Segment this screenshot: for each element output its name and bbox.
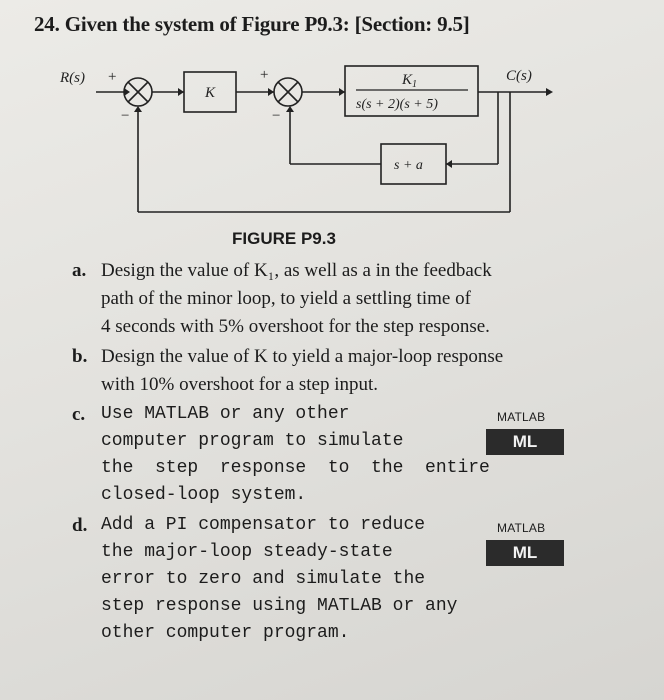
part-c-line: Use MATLAB or any other — [101, 404, 350, 424]
problem-heading: 24. Given the system of Figure P9.3: [Section: 9.5] — [34, 12, 470, 36]
input-label: R(s) — [60, 70, 85, 86]
part-b-line: with 10% overshoot for a step input. — [101, 374, 379, 395]
arrow-into-sum2 — [268, 88, 274, 96]
inner-minus-sign: − — [272, 108, 281, 124]
part-c-line: computer program to simulate — [101, 431, 404, 451]
part-a-line: Design the value of K₁, as well as a in the feedback — [101, 260, 492, 281]
part-b-line: Design the value of K to yield a major-loop response — [101, 346, 504, 367]
part-c-label: c. — [72, 404, 86, 425]
plant-denominator: s(s + 2)(s + 5) — [356, 97, 438, 112]
matlab-tag-d: MATLAB — [497, 521, 546, 535]
arrow-into-plant — [339, 88, 345, 96]
part-d-line: the major-loop steady-state — [101, 542, 393, 562]
ml-badge-d: ML — [486, 540, 564, 566]
arrow-output — [546, 88, 553, 96]
summing-junction-inner — [274, 78, 302, 106]
part-a-line: path of the minor loop, to yield a settling time of — [101, 288, 471, 309]
part-c-line: the step response to the entire — [101, 458, 490, 478]
part-a-line: 4 seconds with 5% overshoot for the step response. — [101, 316, 490, 337]
plant-numerator: $K_1$ — [402, 72, 418, 90]
feedback-block-label: s + a — [394, 158, 423, 173]
block-diagram — [0, 0, 664, 230]
arrow-minor-feedback — [286, 106, 294, 112]
part-c-line: closed-loop system. — [101, 485, 307, 505]
gain-block-label: K — [205, 85, 216, 101]
part-d-line: step response using MATLAB or any — [101, 596, 458, 616]
figure-caption: FIGURE P9.3 — [232, 229, 336, 248]
part-a-label: a. — [72, 260, 87, 281]
ml-badge-c: ML — [486, 429, 564, 455]
part-b-label: b. — [72, 346, 88, 367]
part-d-label: d. — [72, 515, 88, 536]
part-d-line: Add a PI compensator to reduce — [101, 515, 426, 535]
arrow-into-feedback-block — [446, 160, 452, 168]
part-d-line: error to zero and simulate the — [101, 569, 426, 589]
arrow-outer-feedback — [134, 106, 142, 112]
matlab-tag-c: MATLAB — [497, 410, 546, 424]
arrow-into-K — [178, 88, 184, 96]
outer-minus-sign: − — [121, 108, 130, 124]
output-label: C(s) — [506, 68, 532, 84]
part-d-line: other computer program. — [101, 623, 350, 643]
arrow-into-sum1 — [124, 88, 130, 96]
inner-plus-sign: + — [260, 67, 269, 83]
outer-plus-sign: + — [108, 69, 117, 85]
